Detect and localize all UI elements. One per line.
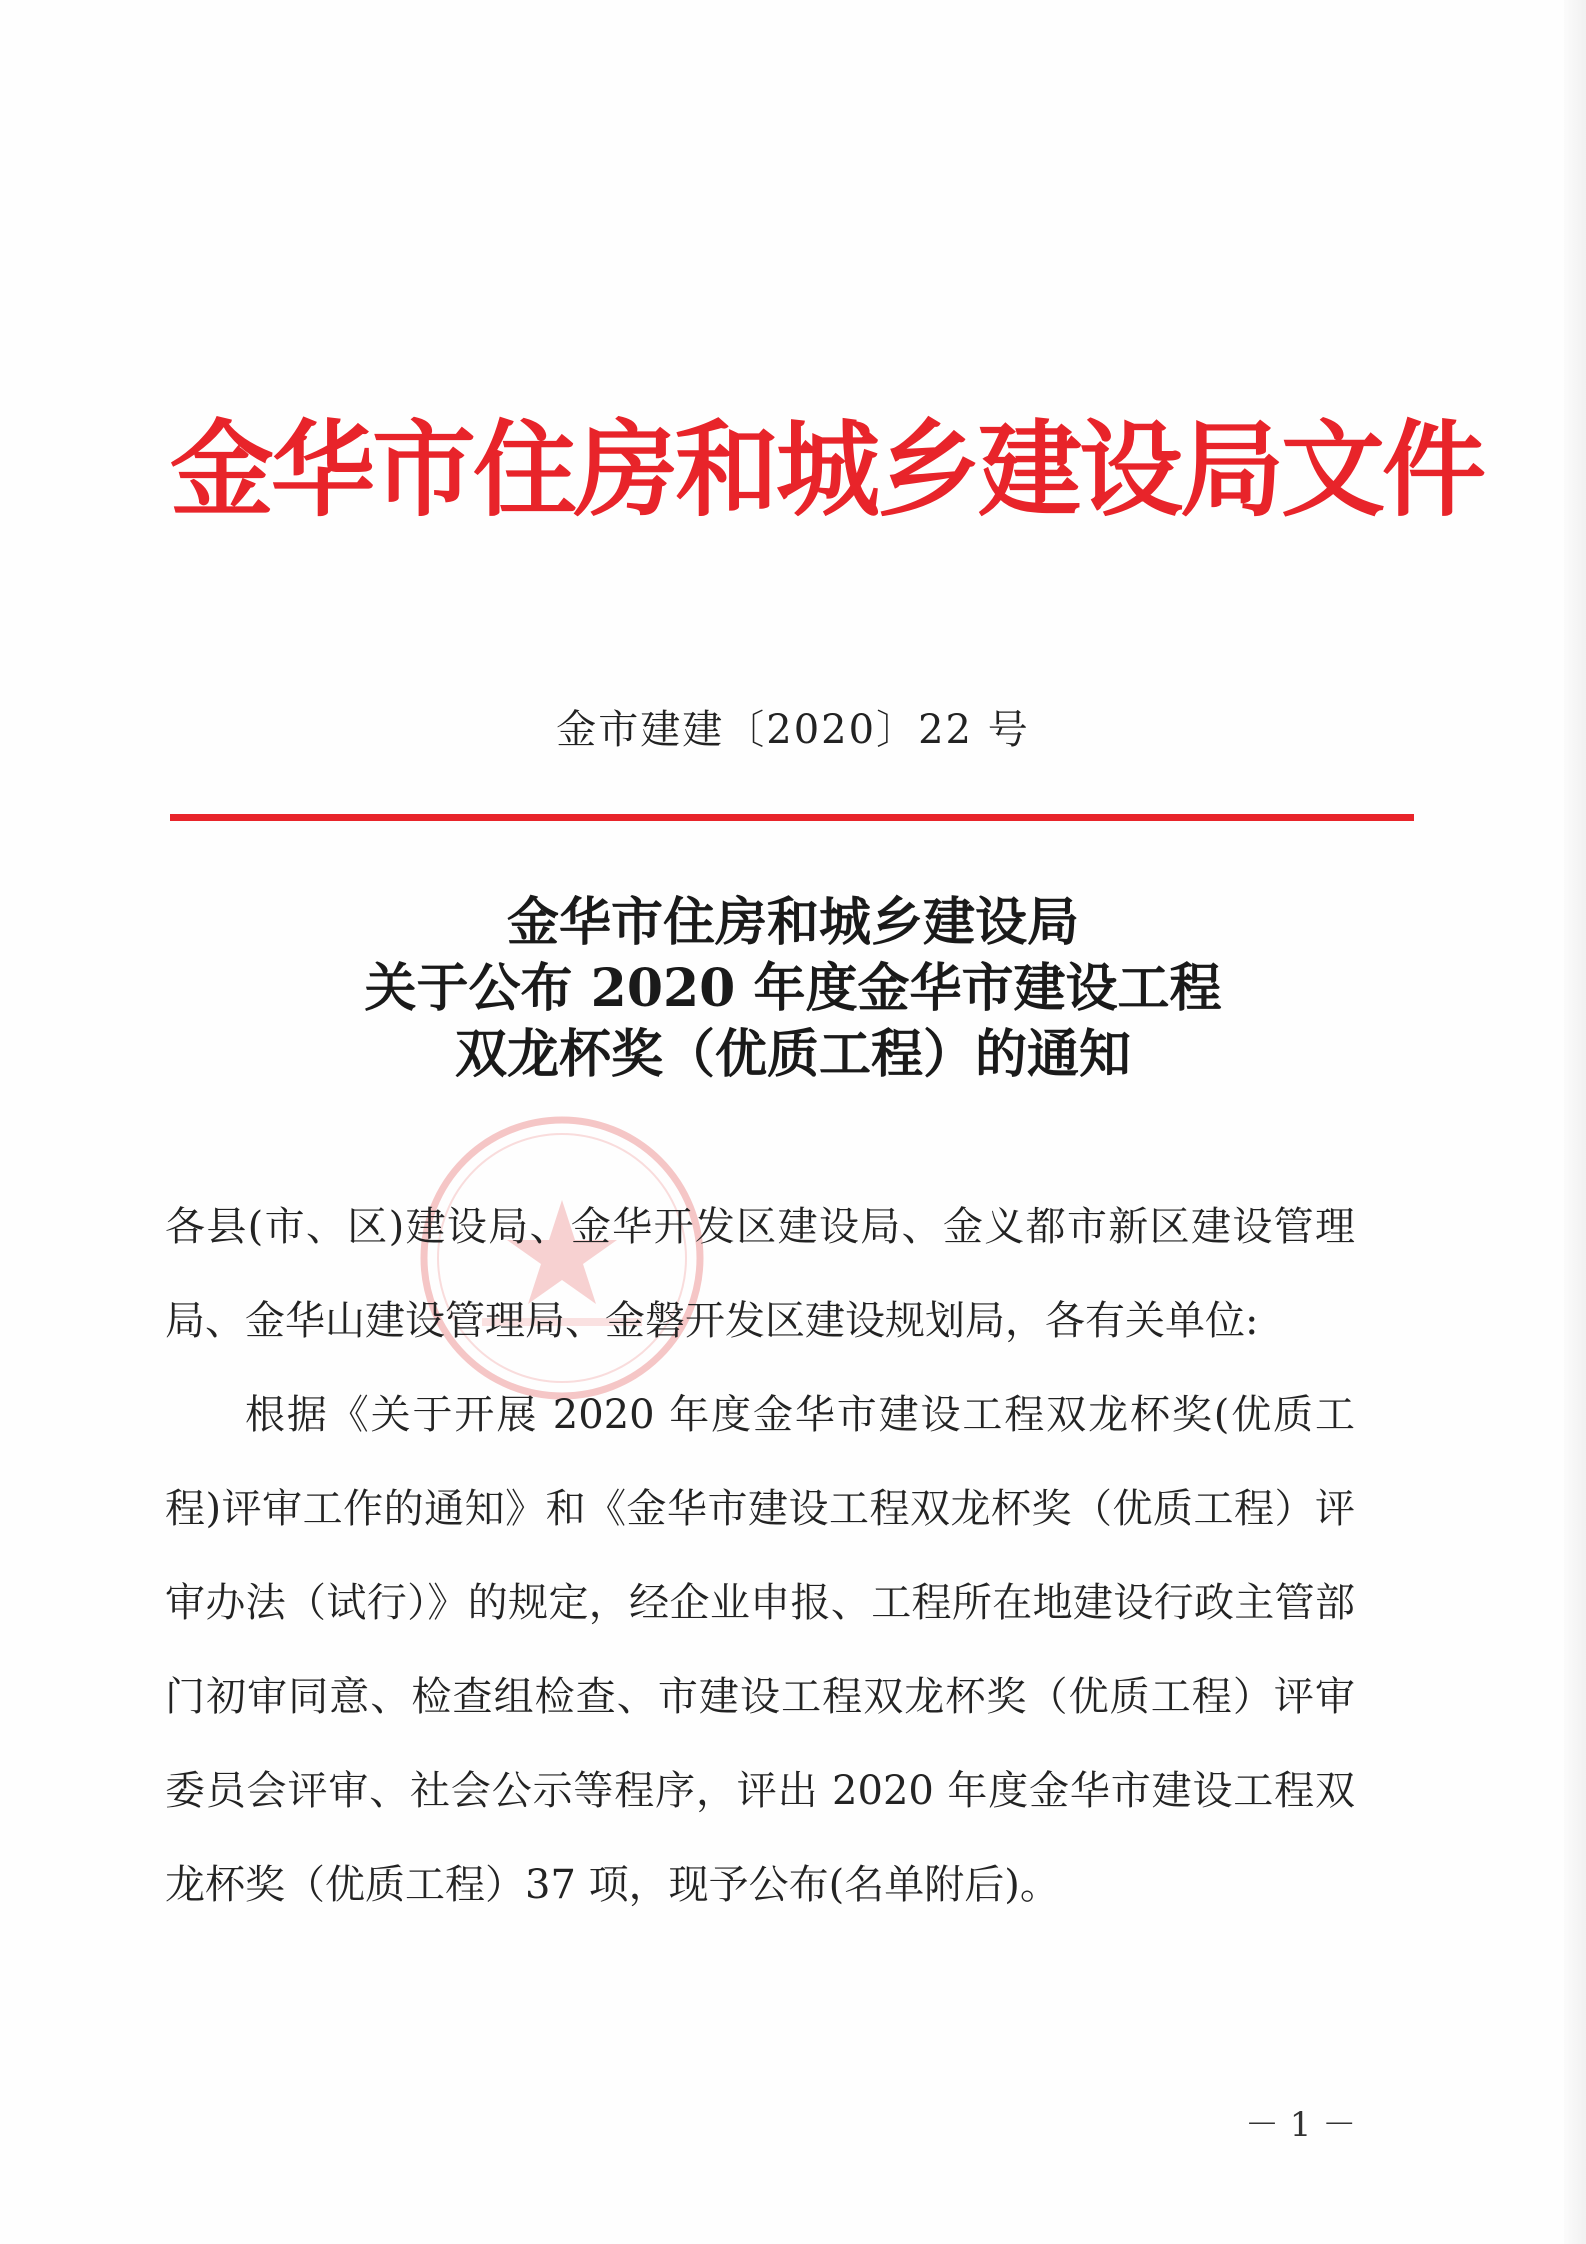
notice-body <box>165 1180 1355 1932</box>
notice-title-line-2: 关于公布 2020 年度金华市建设工程 <box>364 958 1222 1019</box>
notice-title-line-3: 双龙杯奖（优质工程）的通知 <box>454 1024 1131 1085</box>
page-number: － 1 － <box>1245 2105 1357 2145</box>
red-separator-line <box>170 814 1414 821</box>
body-paragraph-1: 根据《关于开展 2020 年度金华市建设工程双龙杯奖(优质工程)评审工作的通知》和《金华市建设工程双龙杯奖（优质工程）评审办法（试行）》的规定，经企业申报、工程所在地建设行政主管部门初审同意、检查组检查、市建设工程双龙杯奖（优质工程）评审委员会评审、社会公示等程序，评出 2020 年度金华市建设工程双龙杯奖（优质工程）37 项，现予公布(名单附后)。 <box>165 1392 1355 1908</box>
recipients-paragraph: 各县(市、区)建设局、金华开发区建设局、金义都市新区建设管理局、金华山建设管理局、金磐开发区建设规划局，各有关单位: <box>165 1204 1355 1344</box>
issuer-header-title: 金华市住房和城乡建设局文件 <box>170 409 1484 531</box>
scan-edge-shadow <box>1564 0 1586 2244</box>
document-number: 金市建建〔2020〕22 号 <box>556 707 1030 753</box>
notice-title <box>0 890 1586 1088</box>
notice-title-line-1: 金华市住房和城乡建设局 <box>506 892 1079 953</box>
